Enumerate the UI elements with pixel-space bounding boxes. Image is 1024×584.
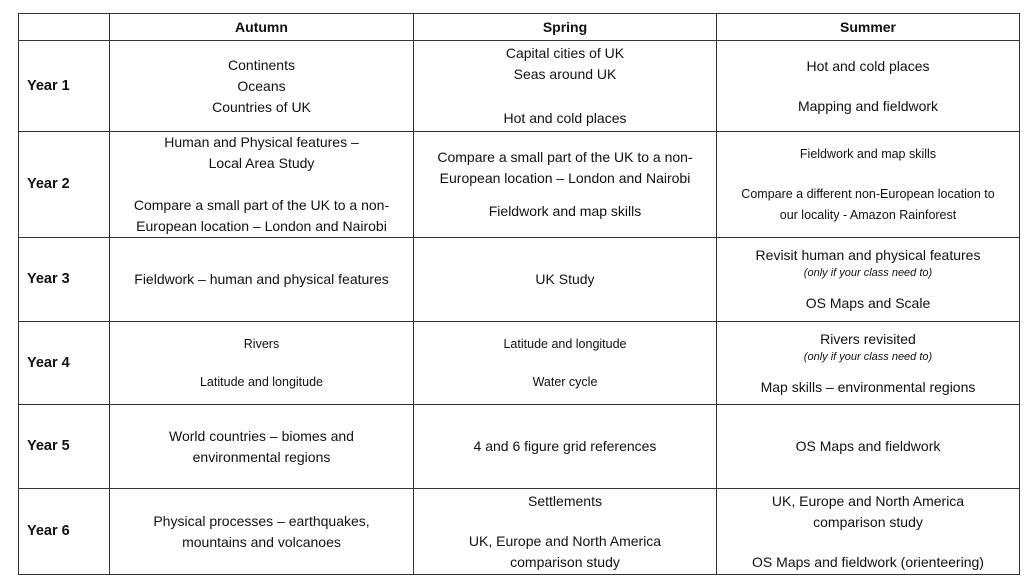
summer-cell — [717, 41, 1020, 132]
cell-note: (only if your class need to) — [803, 267, 933, 279]
cell-line: Settlements — [528, 492, 602, 509]
autumn-cell — [110, 322, 414, 405]
cell-line: Rivers revisited — [820, 330, 916, 347]
cell-line: Water cycle — [532, 374, 598, 389]
table-row — [19, 132, 1020, 238]
cell-line: Continents — [228, 56, 295, 73]
cell-line: mountains and volcanoes — [182, 533, 341, 550]
summer-cell — [717, 238, 1020, 322]
cell-line: UK, Europe and North America — [468, 532, 662, 549]
cell-line: Revisit human and physical features — [755, 247, 981, 263]
cell-line: OS Maps and fieldwork — [795, 438, 941, 454]
cell-line: OS Maps and Scale — [805, 295, 931, 311]
cell-line: Fieldwork and map skills — [488, 203, 642, 219]
spring-cell — [414, 238, 717, 322]
cell-line: Capital cities of UK — [505, 45, 625, 61]
header-spring: Spring — [414, 14, 717, 41]
cell-line: Compare a small part of the UK to a non- — [133, 197, 390, 213]
summer-cell — [717, 322, 1020, 405]
cell-line: 4 and 6 figure grid references — [473, 438, 657, 454]
cell-line: Mapping and fieldwork — [797, 97, 939, 114]
table-row — [19, 41, 1020, 132]
table-row — [19, 238, 1020, 322]
autumn-cell — [110, 132, 414, 238]
spring-cell — [414, 132, 717, 238]
cell-line: UK, Europe and North America — [771, 492, 965, 509]
cell-line: Hot and cold places — [806, 57, 930, 74]
cell-line: Rivers — [243, 336, 280, 351]
cell-line: our locality - Amazon Rainforest — [779, 207, 957, 222]
cell-line: Human and Physical features – — [164, 134, 359, 150]
summer-cell — [717, 132, 1020, 238]
cell-line: Physical processes – earthquakes, — [153, 512, 370, 529]
cell-line: Latitude and longitude — [199, 374, 324, 389]
cell-line: environmental regions — [192, 448, 331, 465]
cell-line: Oceans — [237, 77, 286, 94]
table-row — [19, 489, 1020, 575]
cell-line: Local Area Study — [208, 155, 315, 171]
autumn-cell — [110, 41, 414, 132]
autumn-cell — [110, 238, 414, 322]
cell-line: Fieldwork – human and physical features — [134, 271, 389, 287]
autumn-cell — [110, 489, 414, 575]
year-label: Year 5 — [19, 405, 110, 489]
year-label: Year 2 — [19, 132, 110, 238]
cell-line: European location – London and Nairobi — [136, 218, 387, 234]
cell-note: (only if your class need to) — [803, 350, 933, 363]
spring-cell — [414, 322, 717, 405]
header-blank — [19, 14, 110, 41]
cell-line: Latitude and longitude — [503, 336, 627, 351]
cell-line: Map skills – environmental regions — [760, 378, 976, 395]
cell-line: Compare a different non-European location to — [741, 186, 995, 201]
autumn-cell — [110, 405, 414, 489]
year-label: Year 1 — [19, 41, 110, 132]
spring-cell — [414, 405, 717, 489]
summer-cell — [717, 489, 1020, 575]
cell-line: European location – London and Nairobi — [439, 170, 691, 186]
curriculum-table — [18, 13, 1020, 575]
year-label: Year 6 — [19, 489, 110, 575]
cell-line: Seas around UK — [513, 66, 617, 82]
spring-cell — [414, 489, 717, 575]
cell-line: Hot and cold places — [503, 110, 627, 126]
header-summer: Summer — [717, 14, 1020, 41]
spring-cell — [414, 41, 717, 132]
year-label: Year 3 — [19, 238, 110, 322]
header-row — [19, 14, 1020, 41]
table-row — [19, 405, 1020, 489]
cell-line: World countries – biomes and — [169, 427, 354, 444]
cell-line: comparison study — [510, 553, 620, 570]
cell-line: Countries of UK — [212, 98, 311, 115]
cell-line: comparison study — [813, 513, 923, 530]
header-autumn: Autumn — [110, 14, 414, 41]
table-row — [19, 322, 1020, 405]
summer-cell — [717, 405, 1020, 489]
cell-line: Fieldwork and map skills — [799, 146, 937, 161]
year-label: Year 4 — [19, 322, 110, 405]
cell-line: Compare a small part of the UK to a non- — [437, 149, 693, 165]
cell-line: UK Study — [535, 271, 595, 287]
cell-line: OS Maps and fieldwork (orienteering) — [752, 553, 984, 570]
